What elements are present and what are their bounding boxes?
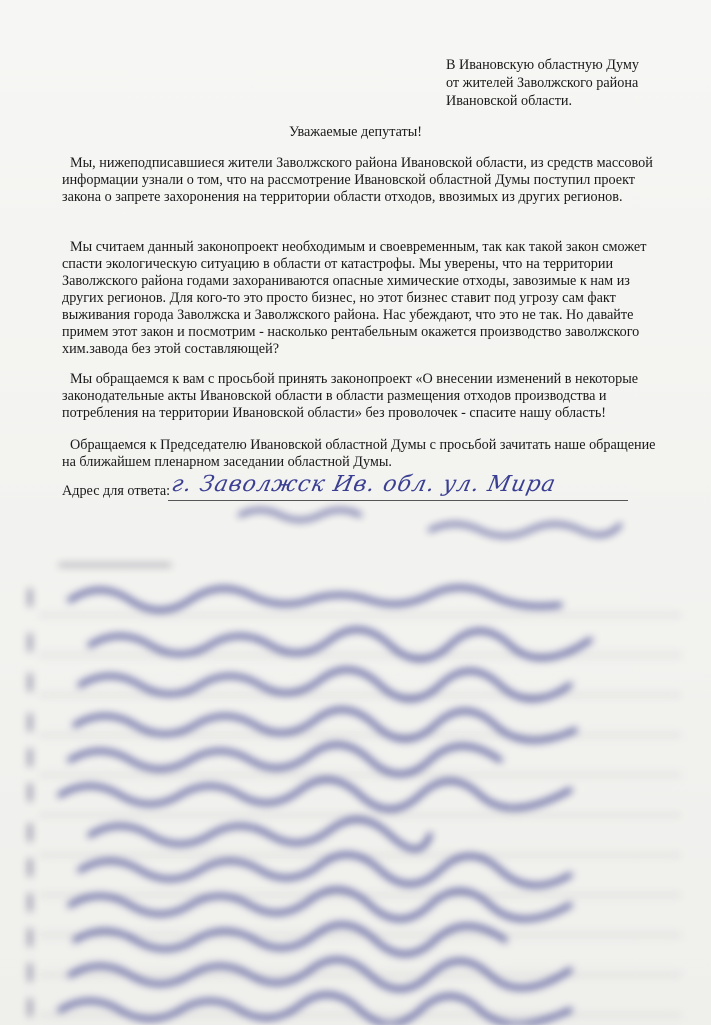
addressee-line-3: Ивановской области.	[446, 93, 573, 109]
reply-address-row	[62, 483, 170, 500]
addressee-line-1: В Ивановскую областную Думу	[446, 57, 639, 73]
salutation: Уважаемые депутаты!	[289, 124, 422, 140]
addressee-block	[446, 56, 639, 110]
paragraph-3: Мы обращаемся к вам с просьбой принять законопроект «О внесении изменений в некоторые законодательные акты Ивановской области в области размещения отходов производства и потребления на территории Ивановской области» без проволочек - спасите нашу область!	[62, 371, 639, 421]
reply-address-label: Адрес для ответа:	[62, 483, 171, 499]
addressee-line-2: от жителей Заволжского района	[446, 75, 639, 91]
paragraph-2: Мы считаем данный законопроект необходимым и своевременным, так как такой закон сможет спасти экологическую ситуацию в области от катастрофы. Мы уверены, что на территории Заволжского района годами захораниваются опасные химические отходы, завозимые к нам из других регионов. Для кого-то это просто бизнес, но этот бизнес ставит под угрозу сам факт выживания города Заволжска и Заволжского района. Нас убеждают, что это не так. Но давайте примем этот закон и посмотрим - насколько рентабельным окажется производство заволжского хим.завода без этой составляющей?	[62, 239, 647, 357]
reply-address-underline	[168, 500, 628, 501]
paragraph-1: Мы, нижеподписавшиеся жители Заволжского района Ивановской области, из средств массовой информации узнали о том, что на рассмотрение Ивановской областной Думы поступил проект закона о запрете захоронения на территории области отходов, ввозимых из других регионов.	[62, 155, 653, 205]
paragraph-4: Обращаемся к Председателю Ивановской областной Думы с просьбой зачитать наше обращение на ближайшем пленарном заседании областной Думы.	[62, 437, 656, 470]
reply-address-handwritten: г. Заволжск Ив. обл. ул. Мира	[169, 472, 559, 497]
blurred-signatures-area	[0, 505, 711, 1025]
blurred-handwriting-graphic	[0, 505, 711, 1025]
